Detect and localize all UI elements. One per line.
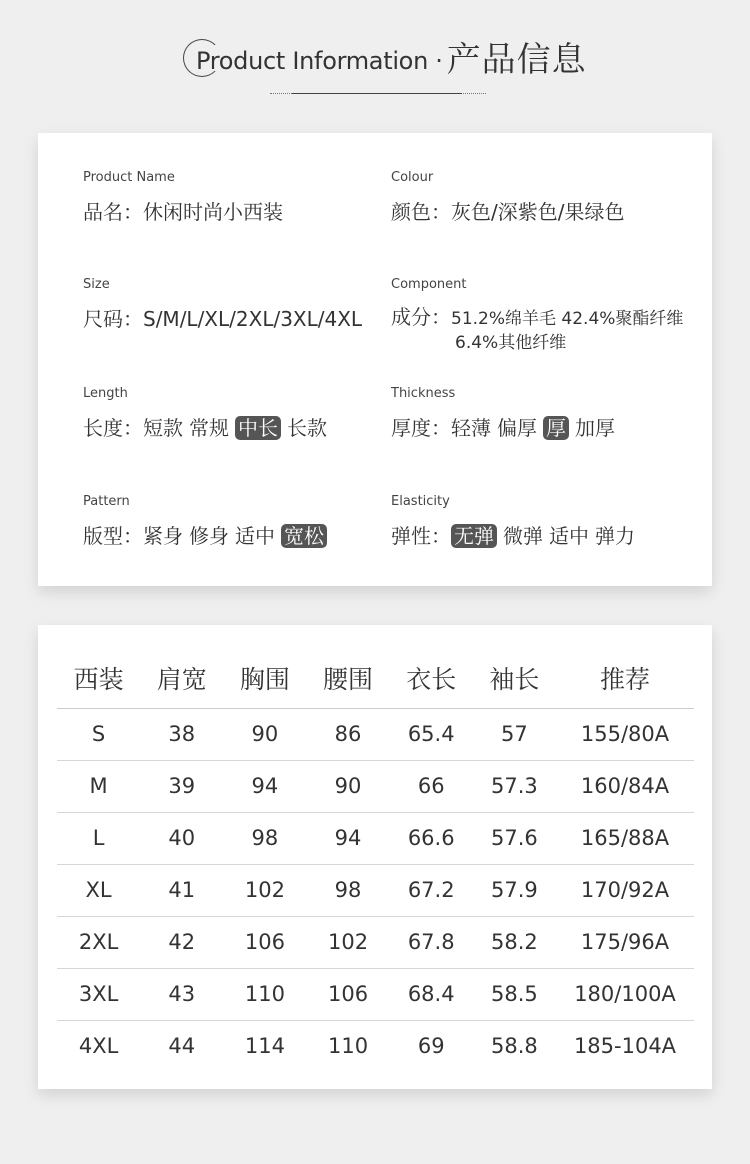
table-cell: 69 (417, 1034, 445, 1059)
option: 微弹 (503, 524, 543, 548)
option: 加厚 (575, 416, 615, 440)
table-cell: 57 (473, 708, 556, 760)
column-header: 衣长 (390, 649, 473, 708)
attr-length (83, 385, 327, 440)
table-cell: L (57, 812, 140, 864)
option: 轻薄 (451, 416, 491, 440)
table-cell: 98 (223, 812, 306, 864)
table-cell: 58.8 (491, 1034, 538, 1059)
attr-value (83, 307, 362, 331)
table-cell: 38 (140, 708, 223, 760)
option: 紧身 (143, 524, 183, 548)
attr-value (83, 524, 327, 548)
table-cell: 114 (244, 1034, 285, 1059)
table-cell: 40 (140, 812, 223, 864)
attr-value (83, 200, 283, 224)
table-cell: 94 (306, 812, 389, 864)
table-cell: S (57, 708, 140, 760)
column-header: 腰围 (306, 649, 389, 708)
table-row (57, 760, 694, 812)
table-row (57, 1020, 694, 1072)
attr-value (391, 305, 683, 331)
page-title (196, 40, 587, 80)
option-selected: 中长 (235, 416, 281, 440)
option: 常规 (189, 416, 229, 440)
attr-cn-label: 厚度： (391, 416, 451, 440)
table-row (57, 708, 694, 760)
table-cell: 57.9 (473, 864, 556, 916)
table-cell: 43 (140, 968, 223, 1020)
table-cell: 41 (140, 864, 223, 916)
page-title-en: Product Information · (196, 47, 443, 75)
page-title-cn: 产品信息 (446, 40, 587, 80)
attr-cn-label: 弹性： (391, 524, 451, 548)
attr-value-continued: 6.4%其他纤维 (455, 333, 567, 353)
table-cell: 42 (140, 916, 223, 968)
table-cell: 58.5 (473, 968, 556, 1020)
table-cell: 57.3 (473, 760, 556, 812)
table-cell: 2XL (57, 916, 140, 968)
attr-en-label: Colour (391, 170, 434, 185)
attr-value (391, 200, 624, 224)
attr-value (391, 416, 615, 440)
header-divider (292, 93, 462, 94)
attr-cn-label: 长度： (83, 416, 143, 440)
column-header: 袖长 (473, 649, 556, 708)
attr-en-label: Pattern (83, 494, 130, 509)
size-chart-card (38, 625, 712, 1089)
table-cell: 110 (328, 1034, 369, 1059)
size-chart-body (57, 708, 694, 1072)
attr-cn-label: 尺码： (83, 307, 143, 331)
attr-en-label: Thickness (391, 386, 456, 401)
attr-text: 51.2%绵羊毛 42.4%聚酯纤维 (451, 309, 684, 329)
option: 长款 (287, 416, 327, 440)
attr-cn-label: 版型： (83, 524, 143, 548)
table-cell: 3XL (57, 968, 140, 1020)
option-selected: 厚 (543, 416, 569, 440)
table-cell: M (57, 760, 140, 812)
table-row (57, 864, 694, 916)
attr-text: 休闲时尚小西装 (143, 200, 283, 224)
table-cell: 110 (223, 968, 306, 1020)
table-row (57, 916, 694, 968)
attr-en-label: Size (83, 277, 110, 292)
attr-size (83, 276, 362, 331)
product-info-card (38, 133, 712, 586)
table-cell: 94 (223, 760, 306, 812)
attr-en-label: Elasticity (391, 494, 450, 509)
attr-cn-label: 成分： (391, 305, 451, 329)
column-header: 胸围 (223, 649, 306, 708)
attr-cn-label: 颜色： (391, 200, 451, 224)
table-cell: 58.2 (473, 916, 556, 968)
option-selected: 宽松 (281, 524, 327, 548)
page-header (0, 36, 750, 96)
table-cell: 175/96A (556, 916, 694, 968)
table-row (57, 812, 694, 864)
attr-elasticity (391, 493, 635, 548)
size-chart-header-row (57, 649, 694, 708)
table-cell: 185-104A (573, 1034, 677, 1059)
attr-pattern (83, 493, 327, 548)
table-row (57, 968, 694, 1020)
attr-thickness (391, 385, 615, 440)
column-header: 西装 (57, 649, 140, 708)
attr-en-label: Length (83, 386, 128, 401)
table-cell: 165/88A (556, 812, 694, 864)
attr-en-label: Component (391, 277, 467, 292)
column-header: 推荐 (556, 649, 694, 708)
table-cell: 4XL (78, 1034, 119, 1059)
option: 适中 (235, 524, 275, 548)
option: 弹力 (595, 524, 635, 548)
attr-colour (391, 169, 624, 224)
attr-text: S/M/L/XL/2XL/3XL/4XL (143, 307, 363, 331)
option: 短款 (143, 416, 183, 440)
option: 偏厚 (497, 416, 537, 440)
attr-component (391, 276, 683, 355)
table-cell: 90 (223, 708, 306, 760)
attr-cn-label: 品名： (83, 200, 143, 224)
table-cell: 90 (306, 760, 389, 812)
table-cell: 98 (306, 864, 389, 916)
table-cell: 67.8 (390, 916, 473, 968)
attr-en-label: Product Name (83, 170, 175, 185)
table-cell: 86 (306, 708, 389, 760)
attr-product-name (83, 169, 283, 224)
column-header: 肩宽 (140, 649, 223, 708)
table-cell: 66 (390, 760, 473, 812)
table-cell: 102 (306, 916, 389, 968)
table-cell: 180/100A (556, 968, 694, 1020)
size-chart-table (57, 649, 694, 1072)
table-cell: 155/80A (556, 708, 694, 760)
table-cell: 102 (223, 864, 306, 916)
attr-text: 灰色/深紫色/果绿色 (451, 200, 625, 224)
table-cell: 106 (306, 968, 389, 1020)
table-cell: 66.6 (390, 812, 473, 864)
attr-value (391, 524, 635, 548)
option: 适中 (549, 524, 589, 548)
option: 修身 (189, 524, 229, 548)
table-cell: 170/92A (556, 864, 694, 916)
table-cell: 39 (140, 760, 223, 812)
attr-value (83, 416, 327, 440)
table-cell: 67.2 (390, 864, 473, 916)
table-cell: 57.6 (473, 812, 556, 864)
table-cell: 106 (223, 916, 306, 968)
table-cell: 65.4 (390, 708, 473, 760)
table-cell: 44 (168, 1034, 196, 1059)
table-cell: XL (57, 864, 140, 916)
table-cell: 68.4 (390, 968, 473, 1020)
option-selected: 无弹 (451, 524, 497, 548)
table-cell: 160/84A (556, 760, 694, 812)
